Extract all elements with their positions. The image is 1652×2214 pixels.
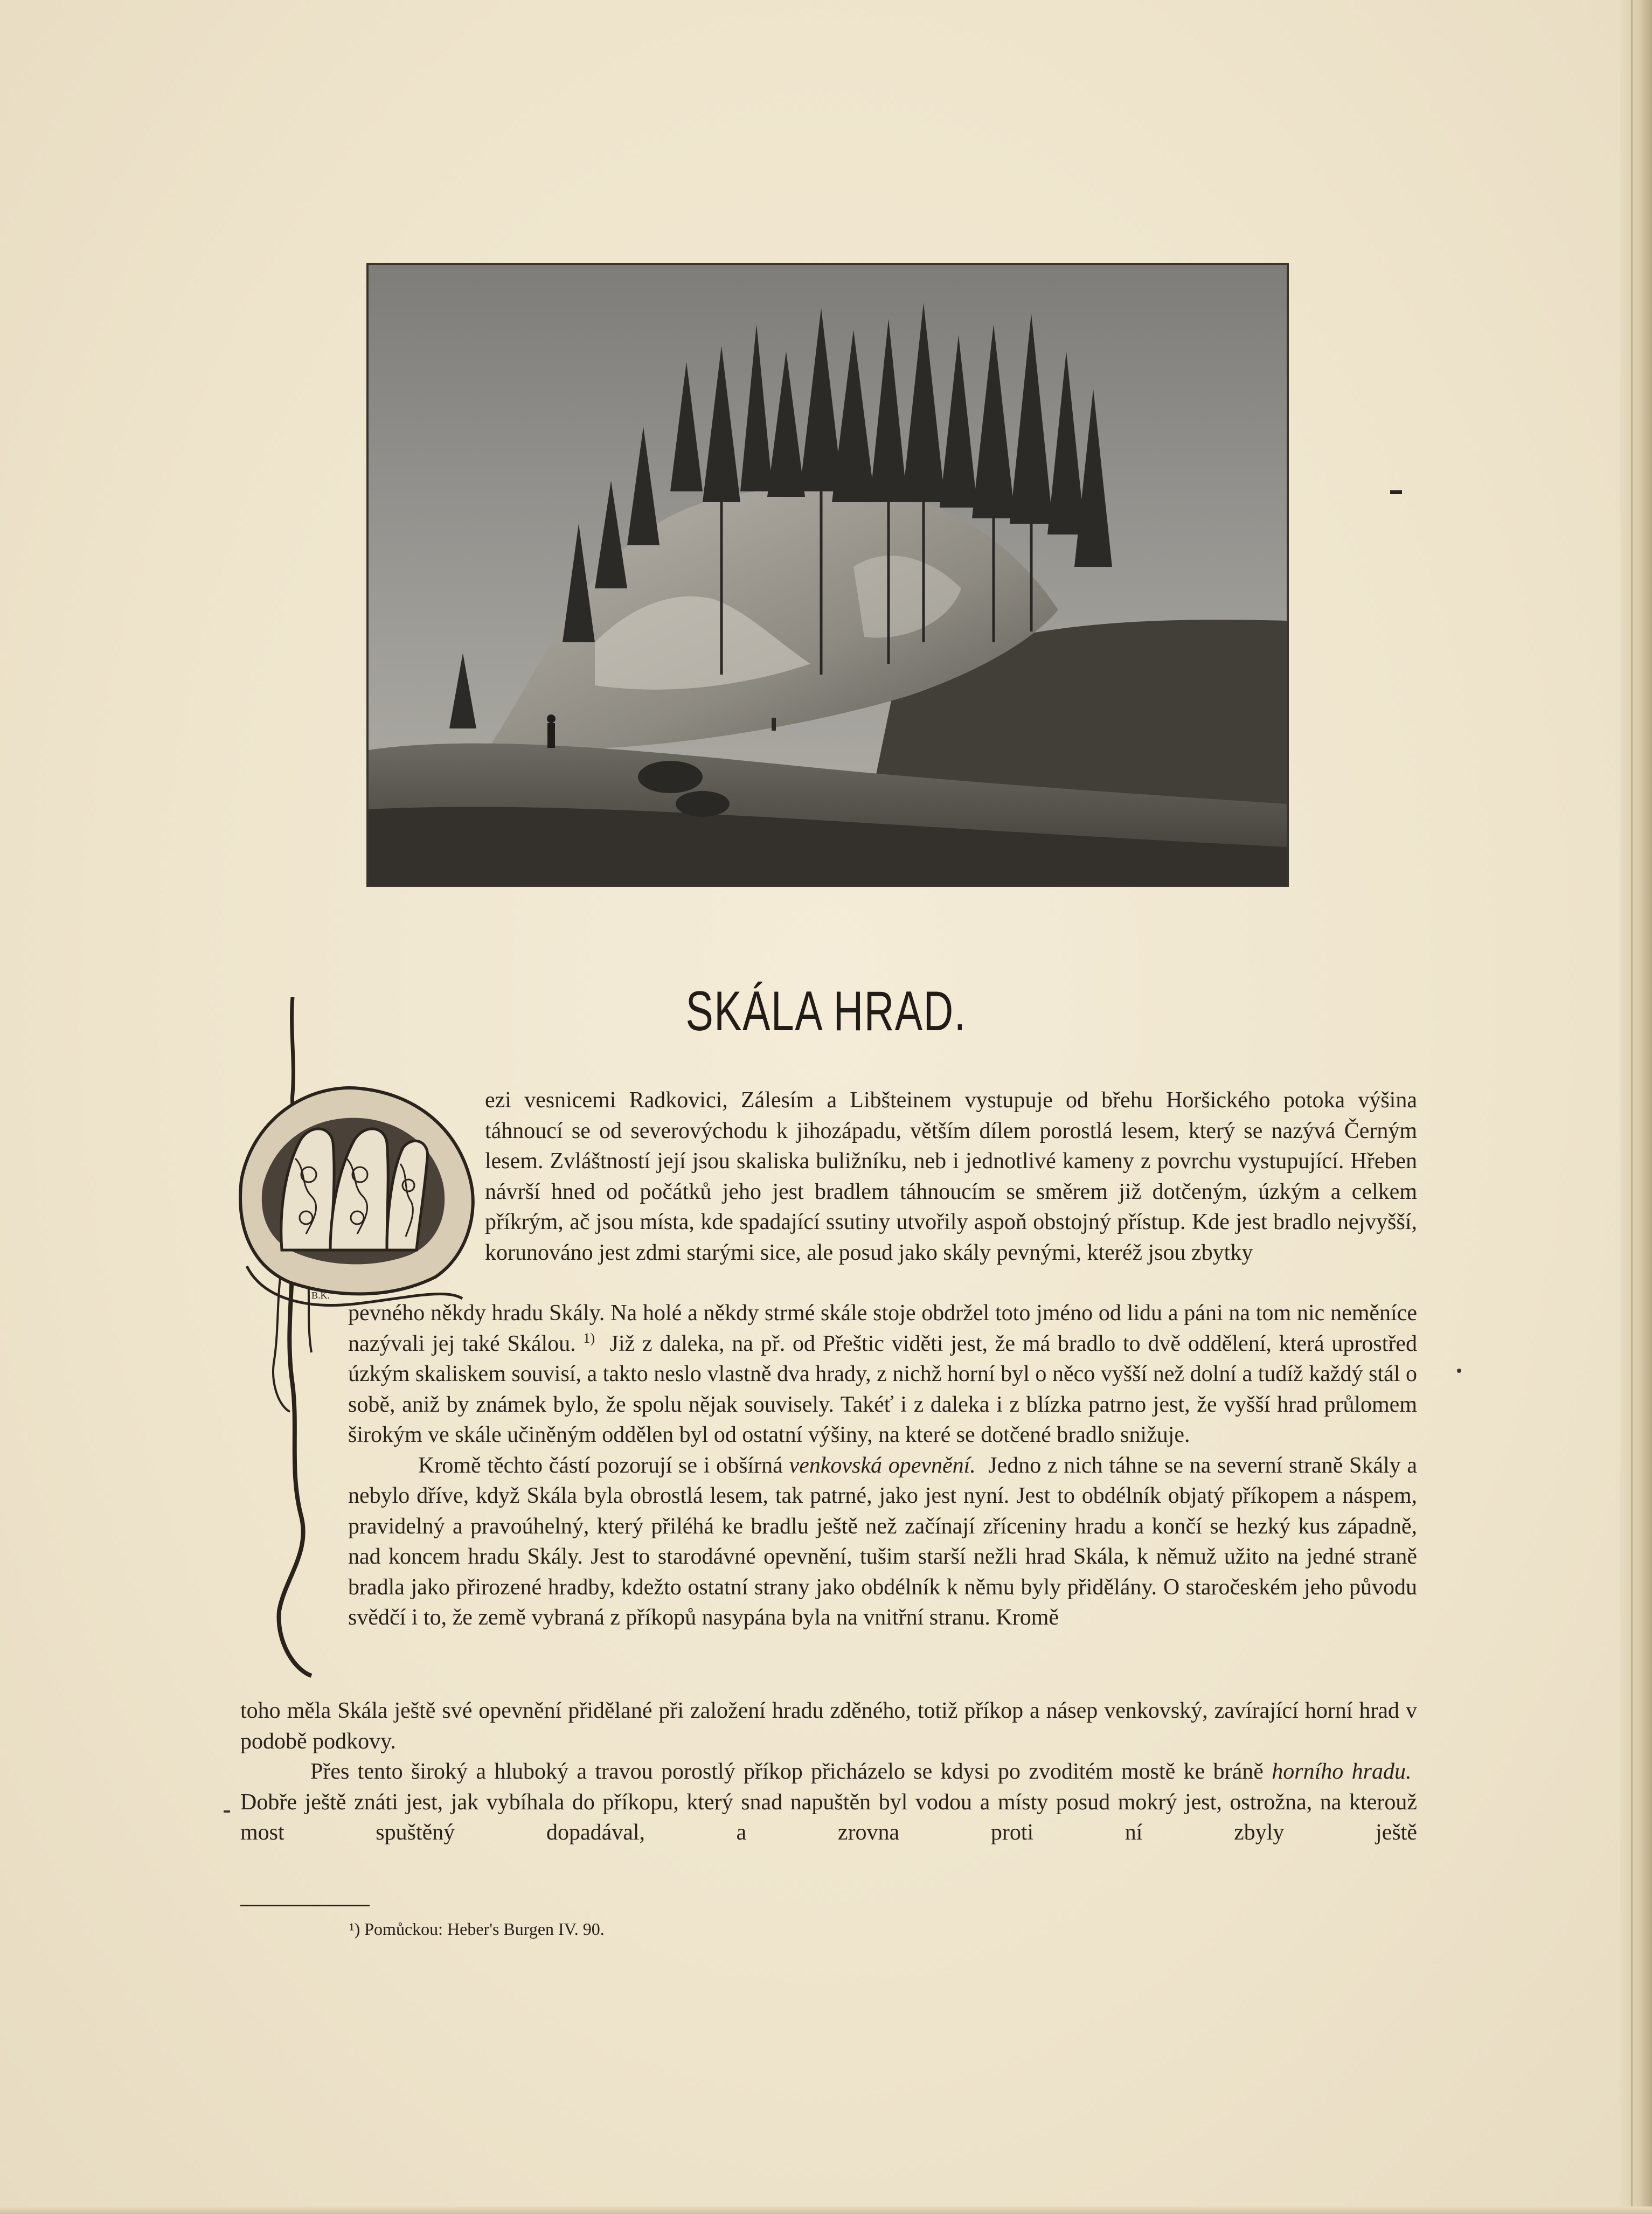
footnote-reference: 1)	[583, 1330, 595, 1346]
footnote	[349, 1919, 605, 1939]
footnote-divider	[240, 1905, 370, 1906]
paragraph-2-before: Kromě těchto částí pozorují se i obšírná	[418, 1453, 783, 1478]
paragraph-1-continued	[348, 1298, 1417, 1633]
footnote-text: Pomůckou: Heber's Burgen IV. 90.	[364, 1919, 605, 1939]
paragraph-1-continuation: pevného někdy hradu Skály. Na holé a někdy strmé skále stoje obdržel toto jméno od lidu a páni na tom nic neměníce nazývali jej také Skálou.	[348, 1301, 1417, 1356]
page-fold-line	[1631, 0, 1633, 2214]
page-edge-bottom	[0, 2206, 1652, 2214]
paragraph-1-rest: Již z daleka, na př. od Přeštic viděti jest, že má bradlo to dvě oddělení, která uprostřed úzkým skaliskem souvisí, a takto neslo vlastně dva hrady, z nichž horní byl o něco vyšší než dolní a tudíž každý stál o sobě, aniž by známek bylo, že spolu nějak souvisely. Takéť i z daleka i z blízka patrno jest, že vyšší hrad průlomem širokým ve skále učiněným oddělen byl od ostatní výšiny, na které se dotčené bradlo snižuje.	[348, 1331, 1417, 1447]
footnote-marker: ¹)	[349, 1919, 360, 1939]
page-title: SKÁLA HRAD.	[685, 980, 967, 1043]
paragraph-3-before: Přes tento široký a hluboký a travou porostlý příkop přicházelo se kdysi po zvoditém mostě ke bráně	[310, 1759, 1264, 1784]
paragraph-1-text	[348, 1298, 1417, 1450]
paragraph-2-after: Jedno z nich táhne se na severní straně Skály a nebylo dříve, když Skála byla obrostlá lesem, tak patrné, jako jest nyní. Jest to obdélník objatý příkopem a náspem, pravidelný a pravoúhelný, který přiléhá ke bradlu ještě než začínají zříceniny hradu a končí se hezký kus západně, nad koncem hradu Skály. Jest to starodávné opevnění, tušim starší nežli hrad Skála, k němuž užito na jedné straně bradla jako přirozené hradby, kdežto ostatní strany jako obdélník k němu byly přidělány. O staročeském jeho původu svědčí i to, že země vybraná z příkopů nasypána byla na vnitřní stranu. Kromě	[348, 1453, 1418, 1630]
paragraph-3-text	[240, 1757, 1417, 1848]
stray-mark	[1390, 490, 1402, 494]
paragraph-3-emphasis: horního hradu.	[1272, 1759, 1412, 1784]
paragraph-2-text	[348, 1450, 1417, 1633]
paragraph-2-emphasis: venkovská opevnění.	[789, 1453, 976, 1478]
paragraph-1-lead-body: ezi vesnicemi Radkovici, Zálesím a Libšteinem vystupuje od břehu Horšického potoka výšina táhnoucí se od severovýchodu k jihozápadu, větším dílem porostlá lesem, který se nazývá Černým lesem. Zvláštností její jsou skaliska buližníku, neb i jednotlivé kameny z povrchu vystupující. Hřeben návrší hned od počátků jeho jest bradlem táhnoucím se směrem již dotčeným, úzkým a celkem příkrým, ač jsou místa, kde spadající ssutiny utvořily aspoň obstojný přístup. Kde jest bradlo nejvyšší, korunováno jest zdmi starými sice, ale posud jako skály pevnými, kteréž jsou zbytky	[485, 1088, 1417, 1265]
page-edge-right	[1620, 0, 1652, 2214]
paragraph-1-lead-text	[485, 1085, 1417, 1268]
initial-monogram: B.K.	[311, 1290, 330, 1301]
paragraph-3-after: Dobře ještě znáti jest, jak vybíhala do příkopu, který snad napuštěn byl vodou a místy posud mokrý jest, ostrožna, na kterouž most spuštěný dopadával, a zrovna proti ní zbyly ještě	[240, 1789, 1417, 1845]
stray-mark-left	[224, 1810, 230, 1813]
stray-dot	[1457, 1369, 1461, 1373]
paragraph-block-full	[240, 1696, 1417, 1848]
forested-rock-landscape-icon	[366, 263, 1289, 887]
paragraph-2-tail: toho měla Skála ještě své opevnění přidělané při založení hradu zděného, totiž příkop a násep venkovský, zavírající horní hrad v podobě podkovy.	[240, 1698, 1417, 1754]
paragraph-1-lead	[485, 1085, 1417, 1268]
